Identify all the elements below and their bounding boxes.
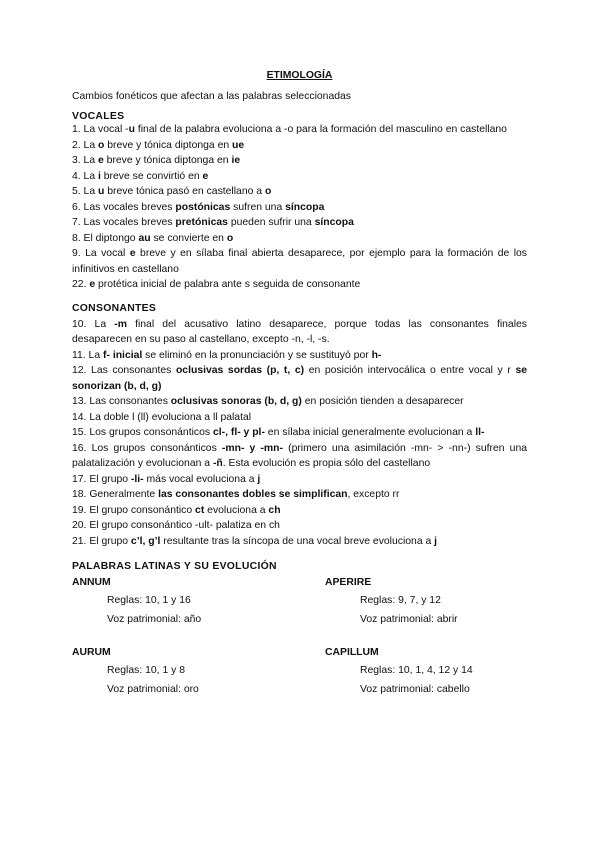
rule-text: ue	[232, 139, 245, 151]
consonant-rule-item	[72, 410, 527, 426]
rule-text: ie	[231, 155, 241, 166]
rule-text: 5. La	[72, 186, 98, 197]
vocales-list	[72, 122, 527, 293]
consonant-rule-item	[72, 394, 527, 410]
word-reglas: Reglas: 10, 1, 4, 12 y 14	[360, 665, 473, 676]
rule-text: 12. Las consonantes	[72, 365, 176, 376]
consonant-rule-item	[72, 348, 527, 364]
word-reglas: Reglas: 10, 1 y 16	[107, 595, 191, 606]
rule-text: u	[98, 186, 105, 197]
consonant-rule-item	[72, 363, 527, 394]
rule-text: las consonantes dobles se simplifican	[158, 489, 348, 500]
rule-text: breve y tónica diptonga en	[103, 155, 232, 166]
rule-text: -ñ	[212, 458, 223, 469]
consonant-rule-item	[72, 534, 527, 550]
vocales-heading: VOCALES	[72, 111, 125, 122]
rule-text: cl-, fl- y pl-	[212, 427, 265, 438]
consonant-rule-item	[72, 425, 527, 441]
word-grid	[72, 577, 527, 695]
rule-text: oclusivas sordas (p, t, c)	[175, 365, 305, 376]
rule-text: -li-	[130, 473, 144, 485]
word-reglas: Reglas: 10, 1 y 8	[107, 665, 185, 676]
palabras-heading: PALABRAS LATINAS Y SU EVOLUCIÓN	[72, 561, 277, 572]
rule-text: 3. La	[72, 155, 98, 166]
rule-text: , excepto rr	[347, 489, 400, 500]
rule-text: . Esta evolución es propia sólo del castellano	[222, 458, 431, 469]
word-name: AURUM	[72, 647, 111, 658]
consonantes-heading: CONSONANTES	[72, 302, 157, 314]
word-entry	[325, 577, 525, 625]
rule-text: 1. La vocal -	[72, 124, 129, 135]
rule-text: breve y en sílaba final abierta desaparece, por ejemplo para la formación de los infinitivos en castellano	[72, 248, 527, 275]
word-name: CAPILLUM	[325, 647, 379, 658]
rule-text: 19. El grupo consonántico	[72, 504, 196, 516]
rule-text: 13. Las consonantes	[72, 396, 171, 407]
rule-text: o	[226, 232, 234, 244]
rule-text: -m	[114, 318, 127, 330]
word-voz: Voz patrimonial: oro	[107, 684, 199, 695]
rule-text: -mn- y -mn-	[221, 442, 283, 454]
rule-text: evoluciona a	[204, 504, 269, 516]
rule-text: se sonorizan (b, d, g)	[72, 365, 527, 392]
rule-text: 6. Las vocales breves	[72, 201, 176, 213]
rule-text: 21. El grupo	[72, 535, 131, 547]
rule-text: o	[264, 186, 272, 197]
vocal-rule-item	[72, 153, 527, 169]
rule-text: resultante tras la síncopa de una vocal breve evoluciona a	[160, 535, 435, 547]
rule-text: 16. Los grupos consonánticos	[72, 442, 222, 454]
rule-text: se convierte en	[150, 232, 227, 244]
consonant-rule-item	[72, 487, 527, 503]
document-title: ETIMOLOGÍA	[266, 70, 333, 81]
rule-text: pueden sufrir una	[227, 217, 315, 228]
rule-text: síncopa	[314, 217, 354, 228]
rule-text: 4. La	[72, 170, 98, 182]
vocal-rule-item	[72, 138, 527, 154]
vocal-rule-item	[72, 184, 527, 200]
consonant-rule-item	[72, 472, 527, 488]
rule-text: ll-	[475, 427, 485, 438]
consonant-rule-item	[72, 518, 527, 534]
rule-text: o	[98, 139, 105, 151]
word-entry	[325, 647, 525, 695]
rule-text: se eliminó en la pronunciación y se sustituyó por	[142, 349, 372, 361]
vocal-rule-item	[72, 200, 527, 216]
consonant-rule-item	[72, 441, 527, 472]
rule-text: 17. El grupo	[72, 473, 131, 485]
rule-text: 14. La doble l (ll) evoluciona a ll palatal	[72, 411, 252, 423]
rule-text: j	[434, 535, 438, 547]
vocal-rule-item	[72, 122, 527, 138]
rule-text: j	[257, 473, 261, 485]
rule-text: protética inicial de palabra ante s seguida de consonante	[95, 279, 361, 290]
rule-text: breve se convirtió en	[100, 170, 203, 182]
rule-text: pretónicas	[175, 217, 228, 228]
word-voz: Voz patrimonial: año	[107, 614, 202, 625]
vocal-rule-item	[72, 246, 527, 277]
rule-text: 2. La	[72, 139, 98, 151]
rule-text: postónicas	[175, 201, 231, 213]
rule-text: (primero una asimilación -mn- > -nn-) sufren una palatalización y evolucionan a	[72, 442, 527, 469]
rule-text: en sílaba inicial generalmente evolucionan a	[264, 427, 476, 438]
rule-text: 10. La	[72, 318, 115, 330]
rule-text: i	[98, 170, 101, 182]
word-reglas: Reglas: 9, 7, y 12	[360, 595, 441, 606]
intro-text: Cambios fonéticos que afectan a las palabras seleccionadas	[72, 91, 351, 102]
rule-text: final del acusativo latino desaparece, porque todas las consonantes finales desaparecen en su paso al castellano, excepto -n, -l, -s.	[72, 318, 527, 345]
vocal-rule-item	[72, 215, 527, 231]
rule-text: f- inicial	[103, 349, 143, 361]
rule-text: final de la palabra evoluciona a -o para la formación del masculino en castellano	[134, 124, 507, 135]
vocal-rule-item	[72, 231, 527, 247]
rule-text: sufren una	[230, 201, 286, 213]
vocal-rule-item	[72, 277, 527, 293]
word-entry	[72, 577, 325, 625]
rule-text: ch	[268, 504, 281, 516]
word-name: APERIRE	[325, 577, 372, 588]
rule-text: e	[98, 155, 104, 166]
rule-text: ct	[195, 504, 205, 516]
word-voz: Voz patrimonial: abrir	[360, 614, 458, 625]
rule-text: 15. Los grupos consonánticos	[72, 427, 213, 438]
consonant-rule-item	[72, 317, 527, 348]
rule-text: 7. Las vocales breves	[72, 217, 176, 228]
rule-text: breve y tónica diptonga en	[104, 139, 233, 151]
rule-text: e	[202, 170, 209, 182]
rule-text: 20. El grupo consonántico -ult- palatiza en ch	[72, 520, 280, 531]
rule-text: e	[89, 279, 96, 290]
rule-text: 18. Generalmente	[72, 489, 159, 500]
vocal-rule-item	[72, 169, 527, 185]
rule-text: en posición intervocálica o entre vocal y r	[304, 365, 516, 376]
word-voz: Voz patrimonial: cabello	[360, 684, 470, 695]
rule-text: breve tónica pasó en castellano a	[104, 186, 265, 197]
rule-text: h-	[371, 349, 382, 361]
document-page	[72, 70, 527, 695]
rule-text: au	[138, 232, 151, 244]
rule-text: 8. El diptongo	[72, 232, 139, 244]
rule-text: en posición tienden a desaparecer	[301, 396, 464, 407]
rule-text: 9. La vocal	[72, 248, 130, 259]
rule-text: u	[128, 124, 135, 135]
rule-text: síncopa	[285, 201, 325, 213]
rule-text: 22.	[72, 279, 90, 290]
word-name: ANNUM	[72, 577, 111, 588]
rule-text: oclusivas sonoras (b, d, g)	[170, 396, 302, 407]
rule-text: c’l, g’l	[130, 535, 161, 547]
consonantes-list	[72, 317, 527, 550]
word-entry	[72, 647, 325, 695]
rule-text: e	[129, 248, 136, 259]
rule-text: más vocal evoluciona a	[143, 473, 258, 485]
consonant-rule-item	[72, 503, 527, 519]
rule-text: 11. La	[72, 349, 104, 361]
